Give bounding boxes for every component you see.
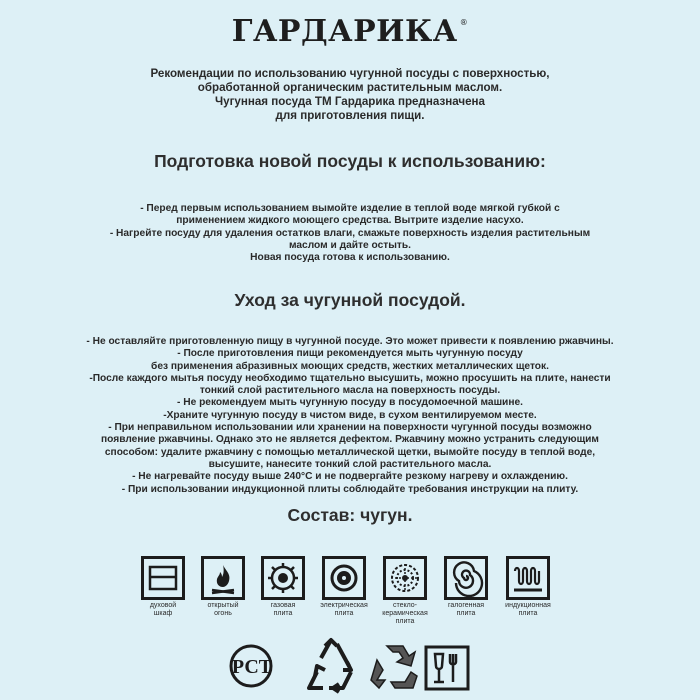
stove-item: галогенная плита bbox=[441, 556, 491, 618]
certification-marks bbox=[0, 636, 700, 700]
prep-line: Новая посуда готова к использованию. bbox=[250, 252, 450, 264]
stove-item: индукционная плита bbox=[503, 556, 553, 618]
oven-icon bbox=[141, 556, 185, 600]
care-line: - После приготовления пищи рекомендуется мыть чугунную посуду bbox=[177, 348, 523, 360]
brand-logo bbox=[0, 14, 700, 49]
care-line: - При использовании индукционной плиты соблюдайте требования инструкции на плиту. bbox=[121, 483, 579, 495]
composition-heading: Состав: чугун. bbox=[287, 505, 413, 525]
care-line: - Не оставляйте приготовленную пищу в чугунной посуде. Это может привести к появлению ржавчины. bbox=[86, 336, 614, 347]
care-line: появление ржавчины. Однако это не является дефектом. Ржавчину можно устранить следующим bbox=[101, 434, 599, 446]
care-line: - При неправильном использовании или хранении на поверхности чугунной посуды возможно bbox=[108, 422, 592, 434]
prep-line: - Перед первым использованием вымойте изделие в теплой воде мягкой губкой с bbox=[140, 203, 560, 214]
care-line: тонкий слой растительного масла на поверхность посуды. bbox=[199, 385, 501, 397]
open-fire-icon bbox=[201, 556, 245, 600]
intro-line: Чугунная посуда ТМ Гардарика предназначена bbox=[214, 95, 486, 108]
stove-compatibility-icons bbox=[0, 556, 700, 636]
pct-mark-text: РСТ bbox=[231, 656, 273, 678]
care-line: -Храните чугунную посуду в чистом виде, в сухом вентилируемом месте. bbox=[163, 409, 537, 421]
gas-stove-icon bbox=[261, 556, 305, 600]
intro-line: для приготовления пищи. bbox=[275, 109, 425, 122]
stove-item: духовой шкаф bbox=[138, 556, 188, 618]
pct-certification-icon bbox=[225, 640, 281, 690]
halogen-stove-icon bbox=[444, 556, 488, 600]
intro-text bbox=[0, 67, 700, 123]
prep-line: - Нагрейте посуду для удаления остатков влаги, смажьте поверхность изделия растительным bbox=[109, 227, 591, 239]
prep-line: маслом и дайте остыть. bbox=[288, 239, 412, 251]
care-text bbox=[0, 336, 700, 496]
stove-item: стекло- керамическая плита bbox=[380, 556, 430, 626]
care-line: - Не нагревайте посуду выше 240°C и не подвергайте резкому нагреву и охлаждению. bbox=[132, 471, 568, 483]
intro-line: Рекомендации по использованию чугунной посуды с поверхностью, bbox=[150, 67, 550, 80]
glass-ceramic-stove-icon bbox=[383, 556, 427, 600]
brand-name: ГАРДАРИКА bbox=[231, 14, 458, 49]
care-line: - Не рекомендуем мыть чугунную посуду в посудомоечной машине. bbox=[177, 397, 523, 409]
care-line: без применения абразивных моющих средств, жестких металлических щеток. bbox=[151, 360, 549, 372]
registered-mark: ® bbox=[459, 18, 469, 27]
food-safe-icon bbox=[423, 644, 471, 692]
care-line: -После каждого мытья посуду необходимо тщательно высушить, можно просушить на плите, нанести bbox=[89, 372, 611, 384]
recycling-triangle-icon bbox=[299, 636, 363, 696]
stove-item: газовая плита bbox=[258, 556, 308, 618]
stove-item: открытый огонь bbox=[198, 556, 248, 618]
recycle-icon bbox=[365, 638, 425, 696]
care-line: способом: удалите ржавчину с помощью металлической щетки, вымойте посуду в теплой воде, bbox=[104, 446, 596, 458]
prep-text bbox=[0, 203, 700, 264]
care-line: высушите, нанесите тонкий слой растительного масла. bbox=[208, 458, 492, 470]
care-heading: Уход за чугунной посудой. bbox=[234, 290, 466, 310]
prep-heading: Подготовка новой посуды к использованию: bbox=[154, 151, 546, 171]
induction-stove-icon bbox=[506, 556, 550, 600]
prep-line: применением жидкого моющего средства. Вытрите изделие насухо. bbox=[176, 215, 524, 227]
stove-item: электрическая плита bbox=[319, 556, 369, 618]
intro-line: обработанной органическим растительным маслом. bbox=[197, 81, 503, 94]
electric-stove-icon bbox=[322, 556, 366, 600]
